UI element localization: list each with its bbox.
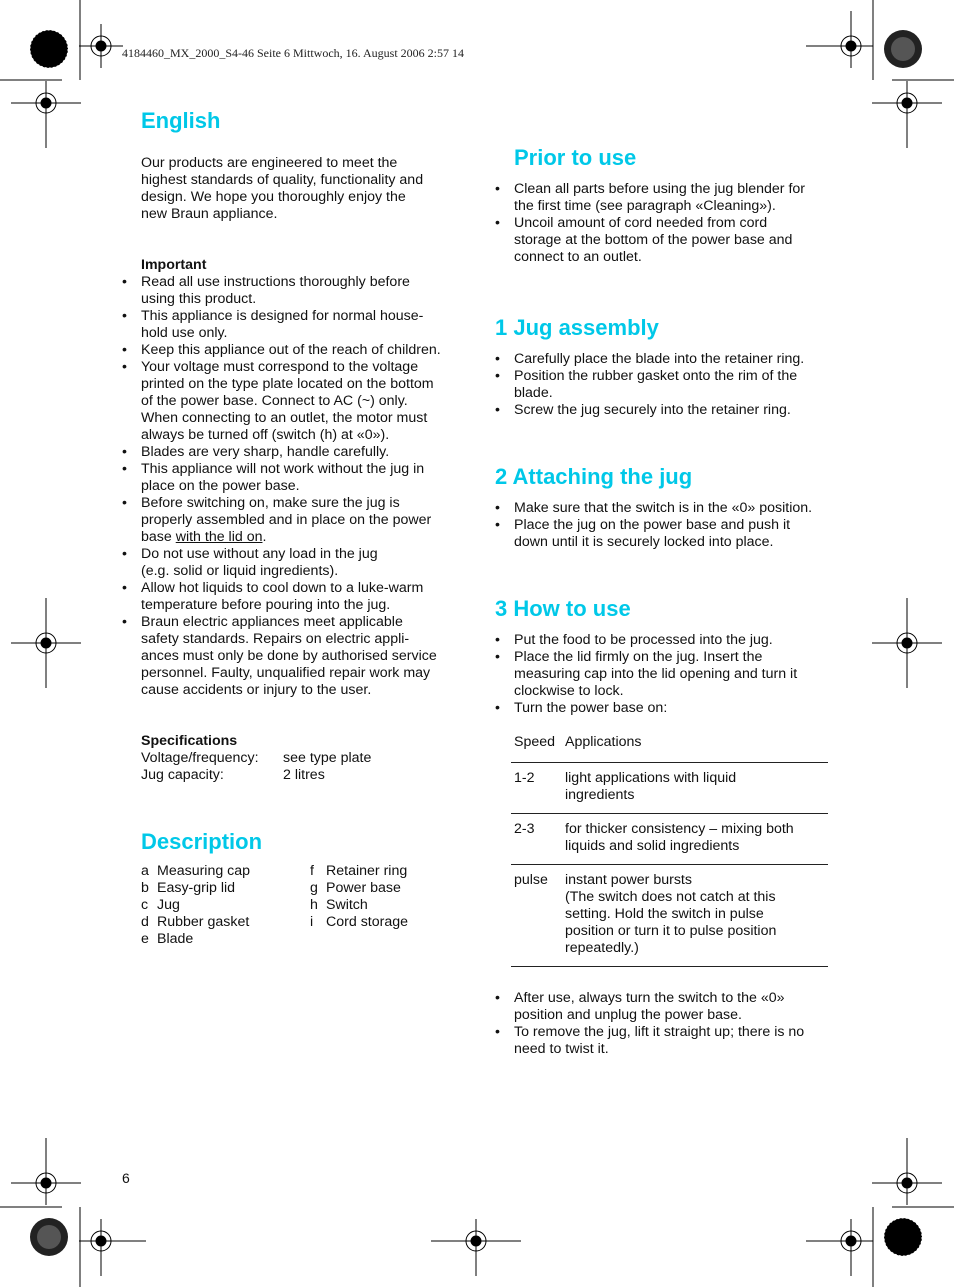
prior-to-use-heading: Prior to use — [514, 145, 637, 170]
list-item: • Screw the jug securely into the retainer ring. — [514, 402, 835, 419]
english-heading: English — [141, 108, 221, 133]
list-item: • Place the jug on the power base and push it down until it is securely locked into place. — [514, 517, 835, 551]
list-item: • Clean all parts before using the jug blender for the first time (see paragraph «Cleaning»). — [514, 181, 835, 215]
description-item: e Blade — [141, 931, 194, 947]
description-item: h Switch — [310, 897, 368, 913]
description-item: c Jug — [141, 897, 180, 913]
intro-line: design. We hope you thoroughly enjoy the — [141, 189, 406, 205]
description-list — [141, 863, 461, 948]
specifications-heading: Specifications — [141, 733, 238, 749]
list-item: • Position the rubber gasket onto the rim of the blade. — [514, 368, 835, 402]
list-item: • Your voltage must correspond to the voltage printed on the type plate located on the bottom of the power base. Connect to AC (~) only. When connecting to an outlet, the motor must always be turned off (switch (h) at «0»). — [141, 359, 461, 444]
intro-line: new Braun appliance. — [141, 206, 278, 222]
description-item: i Cord storage — [310, 914, 409, 930]
description-item: g Power base — [310, 880, 401, 896]
description-heading: Description — [141, 829, 263, 854]
left-column — [141, 108, 461, 948]
description-item: d Rubber gasket — [141, 914, 250, 930]
list-item: • Braun electric appliances meet applicable safety standards. Repairs on electric appli- ances must only be done by authorised service personnel. Faulty, unqualified repair work may cause accidents or injury to the user. — [141, 614, 461, 699]
speed-table — [511, 762, 828, 967]
table-row: pulse instant power bursts (The switch does not catch at this setting. Hold the switch in pulse position or turn it to pulse position repeatedly.) — [511, 864, 828, 966]
important-heading: Important — [141, 257, 207, 273]
page-number: 6 — [122, 1170, 130, 1186]
intro-paragraph — [141, 155, 461, 223]
list-item: • Blades are very sharp, handle carefully. — [141, 444, 461, 461]
list-item: • Place the lid firmly on the jug. Insert the measuring cap into the lid opening and turn it clockwise to lock. — [514, 649, 835, 700]
description-item: a Measuring cap — [141, 863, 251, 879]
jug-assembly-heading: 1 Jug assembly — [495, 315, 659, 340]
prior-list — [495, 181, 835, 266]
after-use-list — [495, 990, 835, 1058]
spec-row: Jug capacity: 2 litres — [141, 767, 325, 783]
list-item: • This appliance will not work without the jug in place on the power base. — [141, 461, 461, 495]
list-item: • Put the food to be processed into the jug. — [514, 632, 835, 649]
list-item: • To remove the jug, lift it straight up; there is no need to twist it. — [514, 1024, 835, 1058]
list-item: • After use, always turn the switch to the «0» position and unplug the power base. — [514, 990, 835, 1024]
attaching-heading: 2 Attaching the jug — [495, 464, 693, 489]
jug-assembly-list — [495, 351, 835, 419]
underlined-text: with the lid on — [175, 529, 263, 545]
speed-table-header: Speed Applications — [514, 734, 642, 750]
list-item: • Uncoil amount of cord needed from cord storage at the bottom of the power base and connect to an outlet. — [514, 215, 835, 266]
list-item: • Make sure that the switch is in the «0» position. — [514, 500, 835, 517]
print-slug: 4184460_MX_2000_S4-46 Seite 6 Mittwoch, 16. August 2006 2:57 14 — [122, 46, 465, 60]
intro-line: highest standards of quality, functionality and — [141, 172, 424, 188]
right-column — [495, 145, 835, 1058]
how-to-use-list — [495, 632, 835, 717]
description-item: b Easy-grip lid — [141, 880, 236, 896]
list-item: • This appliance is designed for normal house- hold use only. — [141, 308, 461, 342]
table-row: 2-3 for thicker consistency – mixing both liquids and solid ingredients — [511, 813, 828, 864]
list-item: • Before switching on, make sure the jug is properly assembled and in place on the power base with the lid on. — [141, 495, 461, 546]
attaching-list — [495, 500, 835, 551]
how-to-use-heading: 3 How to use — [495, 596, 631, 621]
spec-row: Voltage/frequency: see type plate — [141, 750, 372, 766]
list-item: • Read all use instructions thoroughly before using this product. — [141, 274, 461, 308]
intro-line: Our products are engineered to meet the — [141, 155, 398, 171]
important-list — [141, 274, 461, 699]
table-row: 1-2 light applications with liquid ingredients — [511, 762, 828, 813]
list-item: • Carefully place the blade into the retainer ring. — [514, 351, 835, 368]
list-item: • Allow hot liquids to cool down to a luke-warm temperature before pouring into the jug. — [141, 580, 461, 614]
list-item: • Turn the power base on: — [514, 700, 835, 717]
list-item: • Do not use without any load in the jug (e.g. solid or liquid ingredients). — [141, 546, 461, 580]
description-item: f Retainer ring — [310, 863, 408, 879]
list-item: • Keep this appliance out of the reach of children. — [141, 342, 461, 359]
